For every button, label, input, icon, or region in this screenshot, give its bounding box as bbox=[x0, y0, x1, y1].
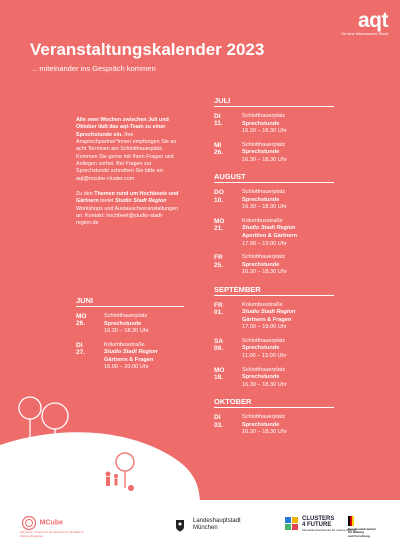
event-day-number: 09. bbox=[214, 345, 224, 353]
tree-icon bbox=[19, 397, 41, 442]
event-name: Sprechstunde bbox=[242, 374, 280, 381]
event-place: Schlotthauerplatz bbox=[242, 189, 286, 196]
event-info bbox=[242, 338, 286, 361]
event-place: Schlotthauerplatz bbox=[104, 313, 148, 319]
event-day-number: 27. bbox=[76, 349, 86, 357]
hill-shape bbox=[0, 432, 200, 505]
event-item bbox=[214, 218, 334, 248]
intro-p1-rest: Ihre Ansprechpartner*innen empfangen Sie an acht Terminen am Schlotthauerplatz. Kommen Sie gerne mit Ihren Fragen und Anliegen vorbei. Bei Fragen zur Sprechstunde schreiben Sie bitte an: aqt@mcube-cluster.com bbox=[76, 131, 177, 182]
intro-p2-mid: bietet bbox=[98, 198, 115, 205]
event-weekday: DI bbox=[76, 341, 83, 349]
event-date bbox=[214, 302, 242, 332]
event-time: 11.00 – 13.00 Uhr bbox=[242, 353, 287, 360]
munich-line-1: Landeshauptstadt bbox=[193, 518, 241, 524]
event-name: Gärtnern & Fragen bbox=[104, 356, 154, 363]
event-weekday: MO bbox=[214, 366, 225, 374]
event-name: Sprechstunde bbox=[242, 196, 280, 203]
mcube-logo bbox=[20, 515, 90, 538]
event-place: Schlotthauerplatz bbox=[242, 254, 286, 261]
event-time: 16.30 – 18.30 Uhr bbox=[242, 269, 287, 276]
event-date bbox=[76, 342, 104, 372]
clusters-line-1: CLUSTERS bbox=[302, 516, 335, 522]
event-date bbox=[214, 254, 242, 277]
intro-p1-bold: Alle zwei Wochen zwischen Juli und Oktober lädt das aqt-Team zu einer Sprechstunde ein. bbox=[76, 117, 169, 138]
clusters-line-2: 4 FUTURE bbox=[302, 522, 332, 529]
mcube-name: MCube bbox=[39, 519, 64, 527]
munich-line-2: München bbox=[193, 525, 218, 532]
month-heading: JUNI bbox=[76, 296, 184, 307]
federal-eagle-icon bbox=[348, 516, 358, 526]
page-subtitle: ... miteinander ins Gespräch kommen bbox=[31, 64, 156, 73]
calendar-left-column bbox=[76, 296, 184, 372]
event-time: 17.00 – 19.00 Uhr bbox=[242, 240, 287, 247]
intro-text bbox=[76, 117, 184, 236]
event-item bbox=[76, 313, 184, 336]
munich-text bbox=[193, 518, 241, 532]
event-info bbox=[242, 142, 287, 165]
bmbf-line-1: Bundesministerium bbox=[348, 526, 377, 531]
event-item bbox=[214, 338, 334, 361]
event-day-number: 10. bbox=[214, 196, 224, 204]
month-heading: AUGUST bbox=[214, 172, 334, 183]
event-name: Sprechstunde bbox=[242, 149, 280, 156]
event-time: 16.30 – 18.30 Uhr bbox=[242, 156, 287, 163]
event-place: Kolumbusstraße bbox=[242, 301, 283, 308]
event-info bbox=[104, 313, 149, 336]
event-place: Schlotthauerplatz bbox=[242, 366, 286, 373]
event-date bbox=[214, 113, 242, 136]
munich-crest-icon bbox=[175, 519, 185, 532]
event-day-number: 01. bbox=[214, 309, 224, 317]
event-date bbox=[214, 189, 242, 212]
event-info bbox=[242, 189, 287, 212]
munich-logo bbox=[175, 518, 241, 532]
hills-illustration bbox=[0, 370, 400, 505]
event-date bbox=[214, 218, 242, 248]
event-weekday: MO bbox=[76, 313, 87, 320]
event-time: 16.30 – 18.30 Uhr bbox=[104, 328, 149, 335]
bmbf-line-2: für Bildung bbox=[348, 530, 364, 535]
aqt-logo-text: aqt bbox=[358, 9, 388, 32]
event-info bbox=[242, 218, 297, 248]
event-time: 16.30 – 18.30 Uhr bbox=[242, 204, 287, 211]
event-item bbox=[76, 342, 184, 372]
event-time: 16.30 – 18.30 Uhr bbox=[242, 381, 287, 388]
month-june bbox=[76, 296, 184, 372]
event-day-number: 25. bbox=[214, 261, 224, 269]
intro-paragraph-1 bbox=[76, 117, 184, 183]
event-day-number: 26. bbox=[76, 320, 86, 328]
event-info bbox=[104, 342, 157, 372]
intro-paragraph-2 bbox=[76, 191, 184, 228]
event-organizer: Studio Stadt Region bbox=[104, 349, 158, 356]
event-weekday: MO bbox=[214, 217, 225, 225]
month-august bbox=[214, 172, 334, 276]
clusters-subtitle: Innovationsnetzwerke für unsere Zukunft bbox=[302, 527, 357, 532]
event-time: 16.00 – 20.00 Uhr bbox=[104, 364, 149, 371]
event-name: Sprechstunde bbox=[242, 421, 280, 428]
mcube-subtitle: Münchner Cluster für die Zukunft der Mobilität in Metropolregionen bbox=[20, 530, 85, 538]
event-weekday: DI bbox=[214, 113, 221, 120]
event-day-number: 11. bbox=[214, 120, 223, 128]
event-place: Schlotthauerplatz bbox=[242, 113, 286, 119]
event-info bbox=[242, 113, 287, 136]
event-day-number: 26. bbox=[214, 149, 224, 157]
bmbf-line-3: und Forschung bbox=[348, 533, 370, 538]
intro-p2-rest: Workshops und Austauschveranstaltungen an. Kontakt: hochbeet@studio-stadt-region.de bbox=[76, 205, 179, 227]
month-heading: SEPTEMBER bbox=[214, 285, 334, 296]
event-place: Schlotthauerplatz bbox=[242, 337, 286, 344]
event-name: Sprechstunde bbox=[242, 345, 280, 352]
aqt-tagline: für eine lebenswerte Stadt bbox=[341, 31, 388, 36]
event-place: Kolumbusstraße bbox=[242, 217, 283, 224]
event-item bbox=[214, 189, 334, 212]
event-date bbox=[214, 338, 242, 361]
event-name: Sprechstunde bbox=[242, 120, 280, 127]
clusters4future-logo bbox=[285, 516, 356, 532]
intro-p2-lead: Zu den bbox=[76, 191, 95, 198]
event-place: Schlotthauerplatz bbox=[242, 141, 286, 148]
event-name: Sprechstunde bbox=[104, 320, 142, 327]
event-time: 16.30 – 18.30 Uhr bbox=[242, 128, 287, 135]
event-weekday: FR bbox=[214, 301, 223, 309]
intro-p2-italic: Studio Stadt Region bbox=[114, 198, 167, 205]
event-item bbox=[214, 302, 334, 332]
event-weekday: FR bbox=[214, 254, 223, 262]
bmbf-logo bbox=[348, 516, 376, 538]
event-place: Schlotthauerplatz bbox=[242, 414, 286, 421]
page-title: Veranstaltungskalender 2023 bbox=[30, 40, 265, 59]
event-name: Sprechstunde bbox=[242, 261, 280, 268]
intro-p2-bold: Themen rund um Hochbeete und Gärtnern bbox=[76, 191, 179, 205]
event-weekday: SA bbox=[214, 337, 224, 345]
month-july bbox=[214, 96, 334, 164]
event-day-number: 03. bbox=[214, 421, 224, 429]
event-item bbox=[214, 254, 334, 277]
clusters-icon bbox=[285, 517, 299, 531]
event-place: Kolumbusstraße bbox=[104, 341, 145, 348]
event-name: Gärtnern & Fragen bbox=[242, 316, 292, 323]
event-time: 16.30 – 18.30 Uhr bbox=[242, 429, 287, 436]
event-info bbox=[242, 254, 287, 277]
aqt-logo bbox=[342, 10, 388, 37]
event-weekday: DO bbox=[214, 189, 224, 197]
event-item bbox=[214, 113, 334, 136]
event-item bbox=[214, 142, 334, 165]
event-info bbox=[242, 302, 295, 332]
month-heading: OKTOBER bbox=[214, 397, 334, 408]
event-weekday: DI bbox=[214, 414, 221, 422]
event-date bbox=[76, 313, 104, 336]
mcube-icon bbox=[20, 515, 38, 531]
event-date bbox=[214, 142, 242, 165]
event-time: 17.00 – 19.00 Uhr bbox=[242, 324, 287, 331]
event-organizer: Studio Stadt Region bbox=[242, 309, 296, 316]
event-organizer: Studio Stadt Region bbox=[242, 225, 296, 232]
month-heading: JULI bbox=[214, 96, 334, 107]
event-day-number: 21. bbox=[214, 225, 224, 233]
event-name: Aperitivo & Gärtnern bbox=[242, 233, 298, 240]
event-weekday: MI bbox=[214, 141, 222, 149]
event-day-number: 18. bbox=[214, 374, 224, 382]
